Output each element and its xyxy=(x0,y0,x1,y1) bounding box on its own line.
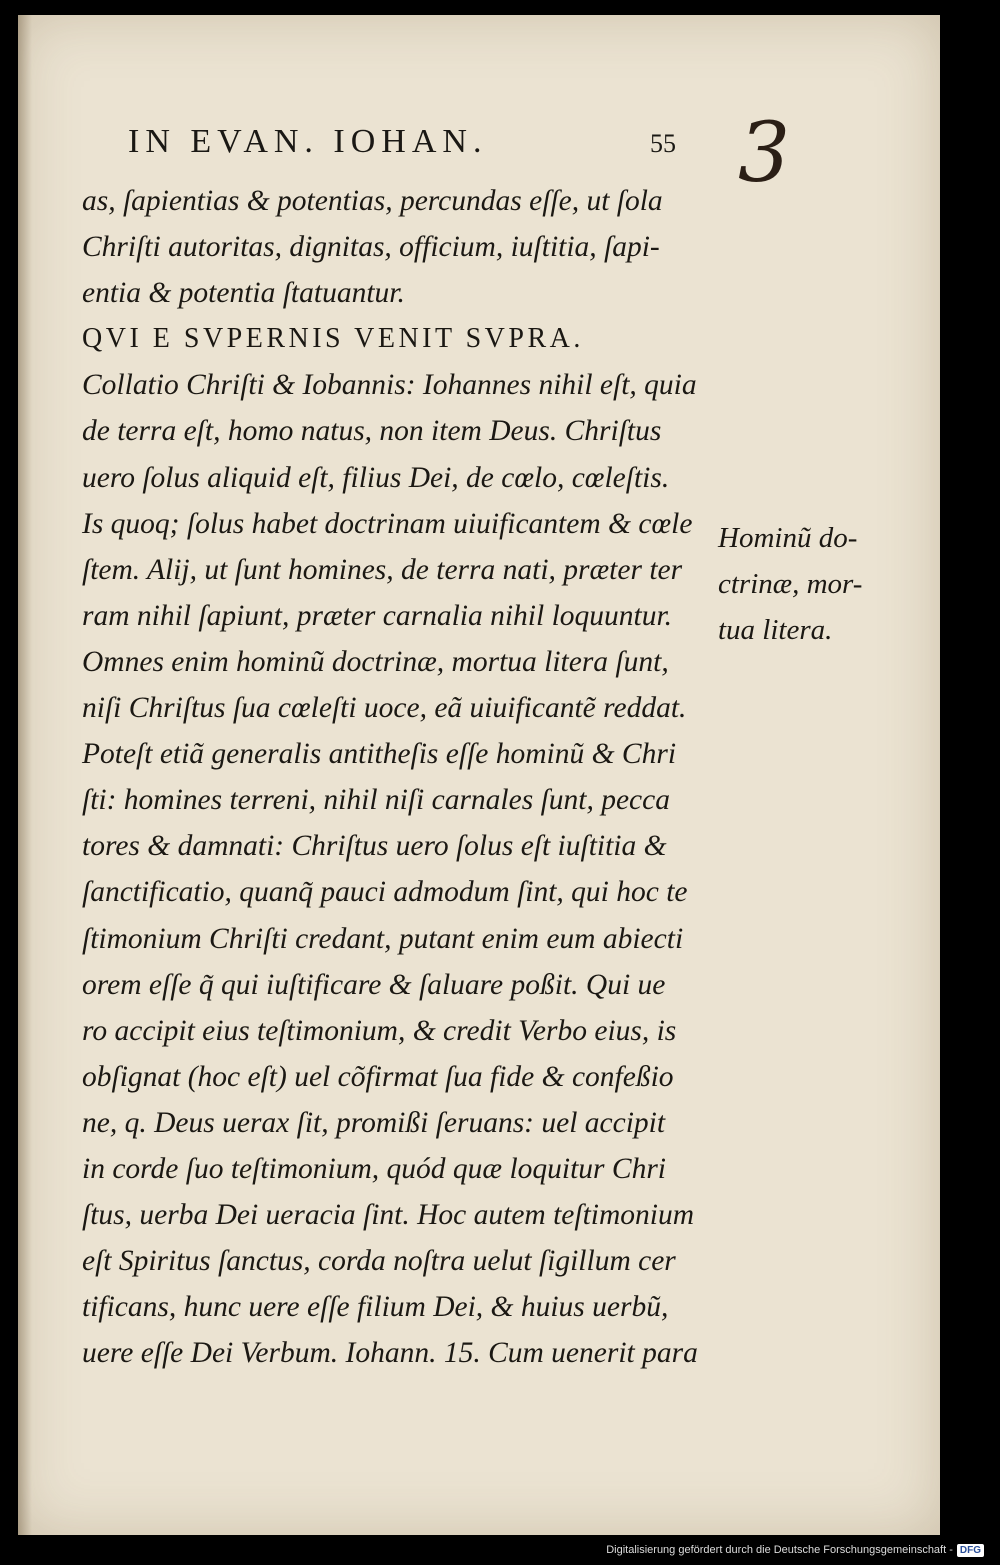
text-line: de terra eſt, homo natus, non item Deus. Chriſtus xyxy=(82,415,662,448)
text-line: ſti: homines terreni, nihil niſi carnales ſunt, pecca xyxy=(82,784,670,817)
section-heading: QVI E SVPERNIS VENIT SVPRA. xyxy=(82,323,584,355)
text-line: niſi Chriſtus ſua cœleſti uoce, eã uiuificantẽ reddat. xyxy=(82,692,687,725)
text-line: ne, q. Deus uerax ſit, promißi ſeruans: uel accipit xyxy=(82,1106,666,1139)
body-text xyxy=(82,178,722,1376)
marginal-note xyxy=(718,515,928,653)
gutter-shadow xyxy=(18,15,32,1535)
margin-note-line: tua litera. xyxy=(718,614,833,646)
page-number: 55 xyxy=(650,129,676,158)
book-page xyxy=(18,15,940,1535)
text-line: tores & damnati: Chriſtus uero ſolus eſt iuſtitia & xyxy=(82,830,667,863)
text-line: Is quoq; ſolus habet doctrinam uiuificantem & cœle xyxy=(82,507,693,540)
dfg-logo: DFG xyxy=(957,1544,984,1557)
text-line: tificans, hunc uere eſſe filium Dei, & huius uerbũ, xyxy=(82,1291,669,1324)
text-line: ſtem. Alij, ut ſunt homines, de terra nati, præter ter xyxy=(82,553,683,586)
running-head-title: IN EVAN. IOHAN. xyxy=(128,123,488,160)
margin-note-line: ctrinæ, mor- xyxy=(718,568,863,600)
text-line: Omnes enim hominũ doctrinæ, mortua litera ſunt, xyxy=(82,645,669,678)
text-line: ſtus, uerba Dei ueracia ſint. Hoc autem teſtimonium xyxy=(82,1199,695,1232)
text-line: orem eſſe q̃ qui iuſtificare & ſaluare poßit. Qui ue xyxy=(82,968,666,1001)
text-line: ſanctificatio, quanq̃ pauci admodum ſint, qui hoc te xyxy=(82,876,688,909)
text-line: in corde ſuo teſtimonium, quód quæ loquitur Chri xyxy=(82,1152,666,1185)
text-line: eſt Spiritus ſanctus, corda noſtra uelut ſigillum cer xyxy=(82,1245,676,1278)
text-line: Chriſti autoritas, dignitas, officium, iuſtitia, ſapi- xyxy=(82,231,660,264)
text-line: Poteſt etiã generalis antitheſis eſſe hominũ & Chri xyxy=(82,738,677,771)
text-line: entia & potentia ſtatuantur. xyxy=(82,277,405,310)
text-line: ram nihil ſapiunt, præter carnalia nihil loquuntur. xyxy=(82,599,673,632)
text-line: obſignat (hoc eſt) uel cõfirmat ſua fide & confeßio xyxy=(82,1060,674,1093)
running-head xyxy=(128,123,728,173)
folio-mark: 3 xyxy=(738,106,791,201)
text-line: uere eſſe Dei Verbum. Iohann. 15. Cum uenerit para xyxy=(82,1337,698,1370)
text-line: uero ſolus aliquid eſt, filius Dei, de cœlo, cœleſtis. xyxy=(82,461,670,494)
text-line: as, ſapientias & potentias, percundas eſſe, ut ſola xyxy=(82,185,663,217)
text-line: Collatio Chriſti & Iobannis: Iohannes nihil eſt, quia xyxy=(82,369,697,402)
footer-text: Digitalisierung gefördert durch die Deutsche Forschungsgemeinschaft - xyxy=(606,1544,953,1556)
margin-note-line: Hominũ do- xyxy=(718,522,858,554)
text-line: ro accipit eius teſtimonium, & credit Verbo eius, is xyxy=(82,1014,677,1047)
digitization-footer xyxy=(606,1541,984,1559)
text-line: ſtimonium Chriſti credant, putant enim eum abiecti xyxy=(82,922,684,955)
